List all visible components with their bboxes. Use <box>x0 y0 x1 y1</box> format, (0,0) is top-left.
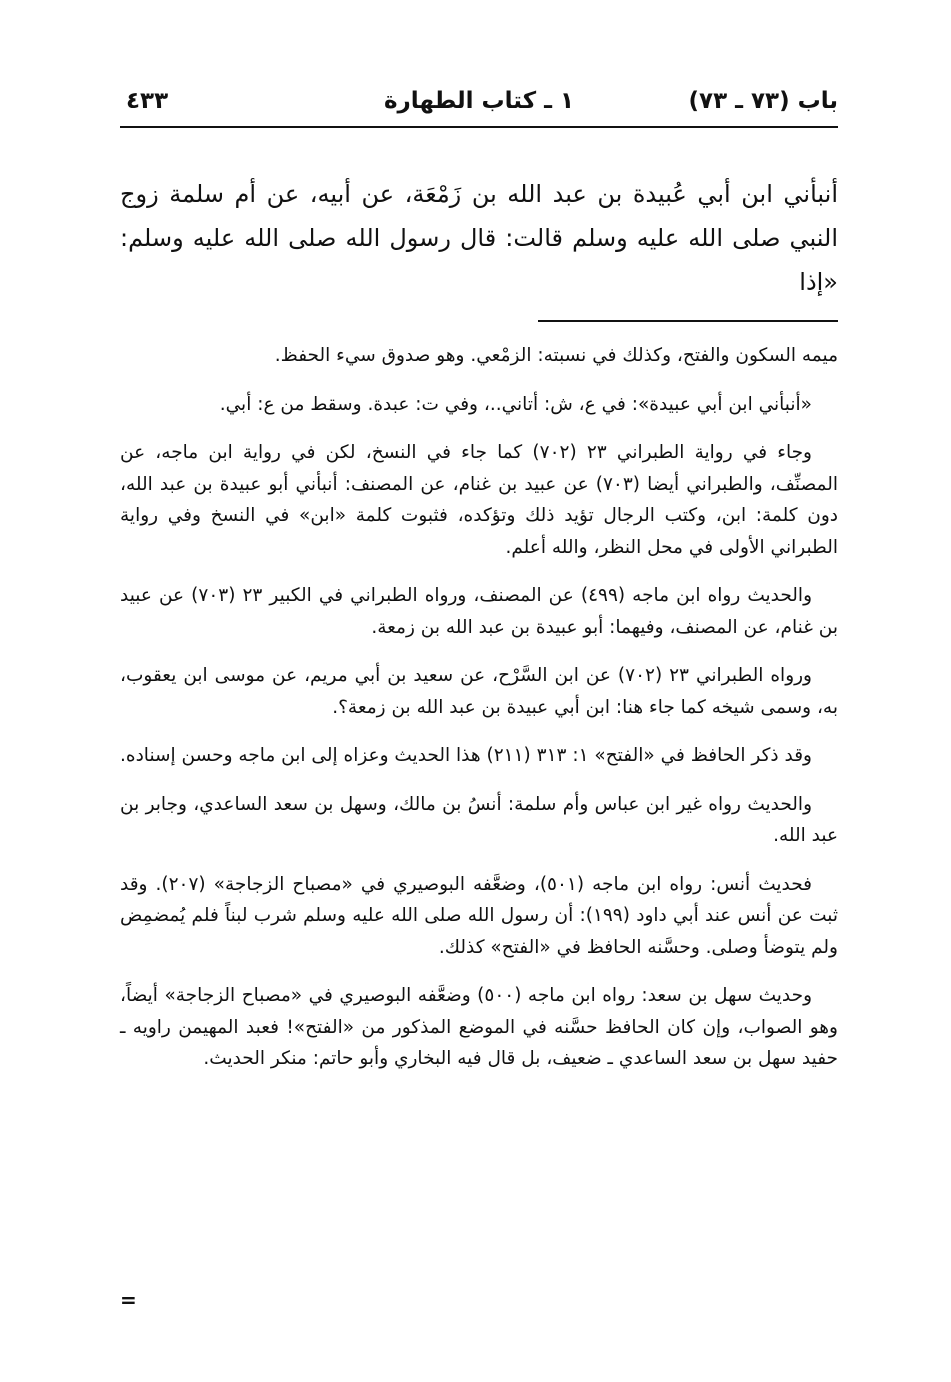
chapter-label: باب (٧٣ ـ ٧٣) <box>688 88 838 114</box>
page-number: ٤٣٣ <box>126 88 169 114</box>
header-rule <box>120 126 838 128</box>
footnote-paragraph: وحديث سهل بن سعد: رواه ابن ماجه (٥٠٠) وضعَّفه البوصيري في «مصباح الزجاجة» أيضاً، وهو الصواب، وإن كان الحافظ حسَّنه في الموضع المذكور من «الفتح»! فعبد المهيمن راويه ـ حفيد سهل بن سعد الساعدي ـ ضعيف، بل قال فيه البخاري وأبو حاتم: منكر الحديث. <box>120 985 838 1069</box>
main-paragraph: أنبأني ابن أبي عُبيدة بن عبد الله بن زَمْعَة، عن أبيه، عن أم سلمة زوج النبي صلى الله عليه وسلم قالت: قال رسول الله صلى الله عليه وسلم: «إذا <box>120 180 838 296</box>
book-page <box>120 84 838 1092</box>
footnote-paragraph: فحديث أنس: رواه ابن ماجه (٥٠١)، وضعَّفه البوصيري في «مصباح الزجاجة» (٢٠٧). وقد ثبت عن أنس عند أبي داود (١٩٩): أن رسول الله صلى الله عليه وسلم شرب لبناً فلم يُمضمِض ولم يتوضأ وصلى. وحسَّنه الحافظ في «الفتح» كذلك. <box>120 873 838 958</box>
continuation-mark: = <box>120 1288 137 1312</box>
footnote-separator <box>538 320 838 322</box>
footnote-paragraph: وقد ذكر الحافظ في «الفتح» ١: ٣١٣ (٢١١) هذا الحديث وعزاه إلى ابن ماجه وحسن إسناده. <box>120 745 812 766</box>
footnotes <box>120 340 838 1075</box>
footnote-paragraph: وجاء في رواية الطبراني ٢٣ (٧٠٢) كما جاء في النسخ، لكن في رواية ابن ماجه، عن المصنِّف، والطبراني أيضا (٧٠٣) عن عبيد بن غنام، عن المصنف: أنبأني أبو عبيدة بن عبد الله، دون كلمة: ابن، وكتب الرجال تؤيد ذلك وتؤكده، فثبوت كلمة «ابن» في النسخ وفي رواية الطبراني الأولى في محل النظر، والله أعلم. <box>120 442 839 558</box>
footnote-paragraph: والحديث رواه ابن ماجه (٤٩٩) عن المصنف، ورواه الطبراني في الكبير ٢٣ (٧٠٣) عن عبيد بن غنام، عن المصنف، وفيهما: أبو عبيدة بن عبد الله بن زمعة. <box>120 585 838 638</box>
main-text <box>120 172 838 304</box>
footnote-paragraph: والحديث رواه غير ابن عباس وأم سلمة: أنسُ بن مالك، وسهل بن سعد الساعدي، وجابر بن عبد الله. <box>120 793 838 846</box>
running-header <box>120 84 838 124</box>
footnote-paragraph: «أنبأني ابن أبي عبيدة»: في ع، ش: أتاني..، وفي ت: عبدة. وسقط من ع: أبي. <box>219 393 812 415</box>
footnote-paragraph: ميمه السكون والفتح، وكذلك في نسبته: الزمْعي. وهو صدوق سيء الحفظ. <box>274 345 838 366</box>
book-title: ١ ـ كتاب الطهارة <box>383 88 574 114</box>
footnote-paragraph: ورواه الطبراني ٢٣ (٧٠٢) عن ابن السَّرْح، عن سعيد بن أبي مريم، عن موسى ابن يعقوب، به، وسمى شيخه كما جاء هنا: ابن أبي عبيدة بن عبد الله بن زمعة؟. <box>120 665 838 718</box>
